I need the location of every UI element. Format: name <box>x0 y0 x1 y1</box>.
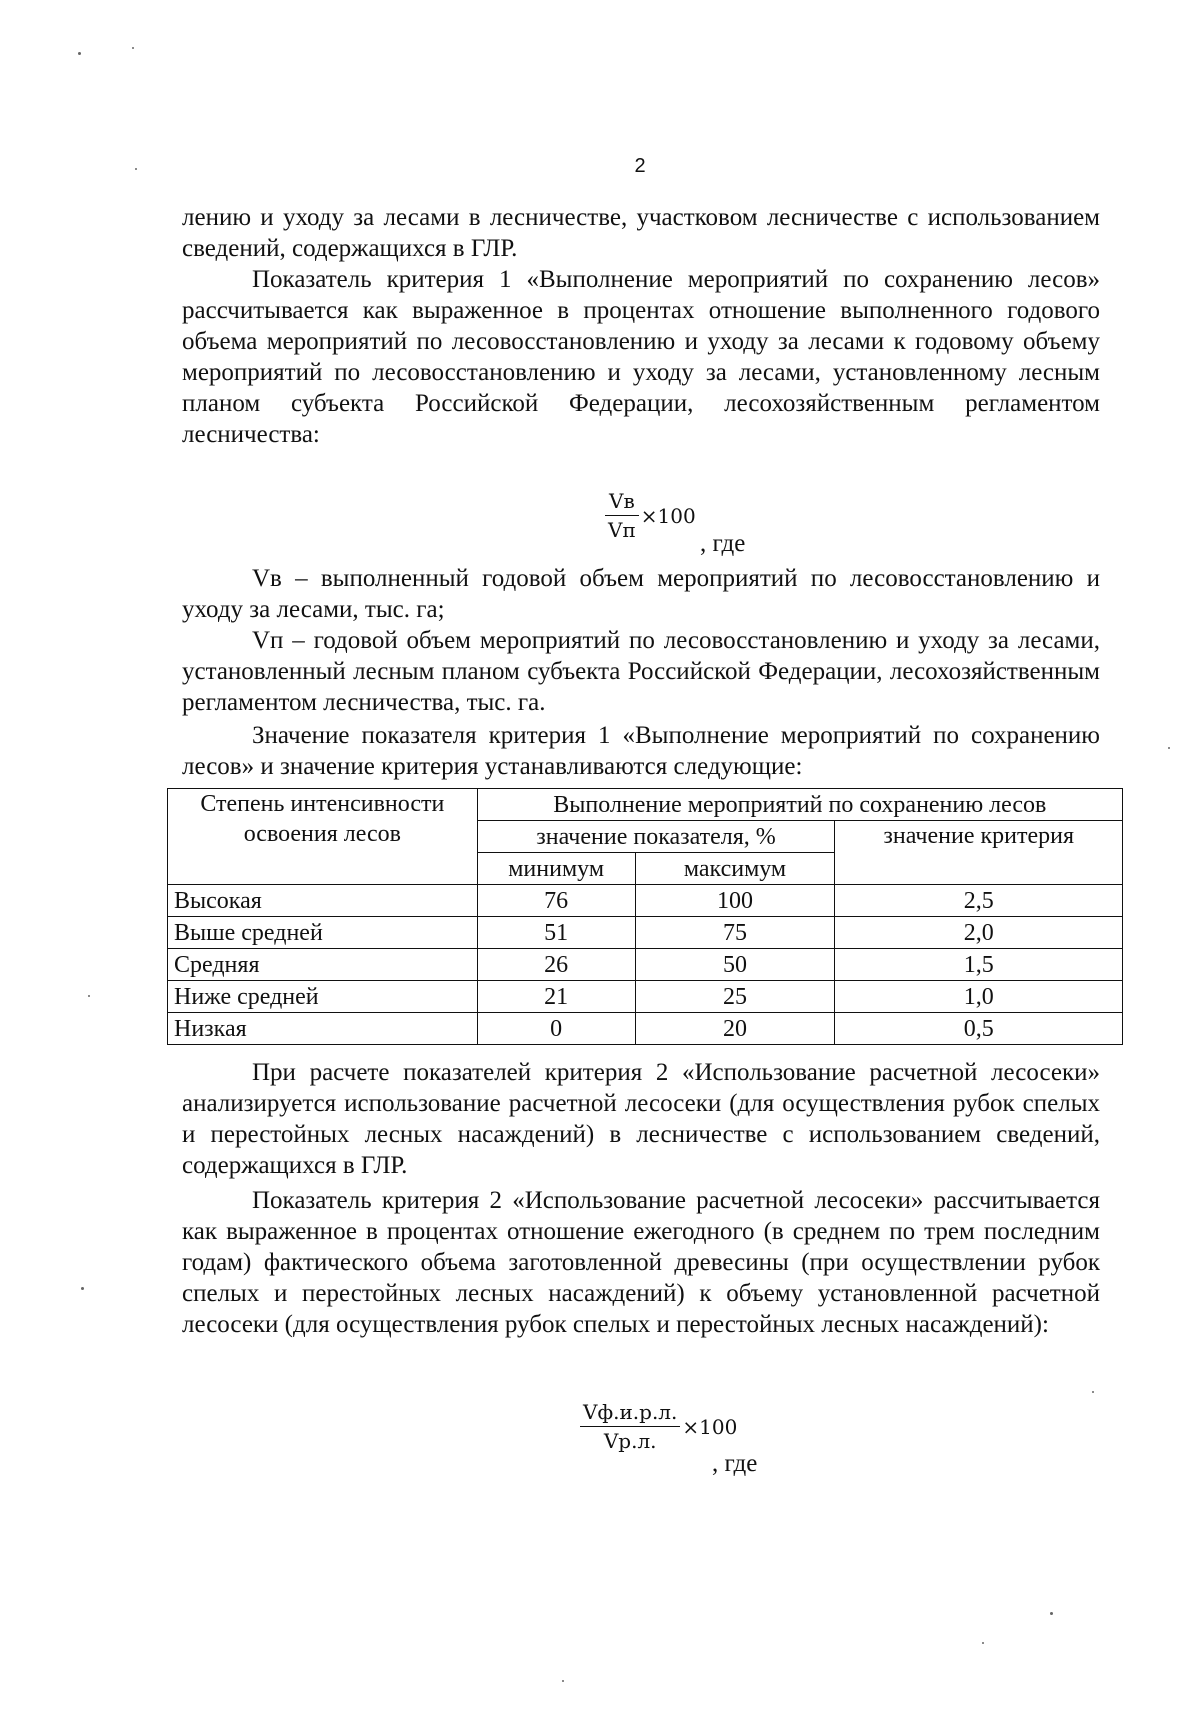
scan-speck <box>132 47 134 49</box>
header-degree: Степень интенсивности освоения лесов <box>168 789 478 885</box>
paragraph-vp-definition: Vп – годовой объем мероприятий по лесовосстановлению и уходу за лесами, установленный лесным планом субъекта Российской Федерации, лесохозяйственным регламентом лесничества, тыс. га. <box>182 627 1100 716</box>
cell-degree: Низкая <box>168 1013 478 1045</box>
header-min: минимум <box>477 853 635 885</box>
table-row <box>168 949 1123 981</box>
cell-criterion: 1,0 <box>835 981 1123 1013</box>
cell-max: 25 <box>635 981 835 1013</box>
scan-speck <box>78 52 81 55</box>
header-indicator: значение показателя, % <box>477 821 835 853</box>
scan-speck <box>88 995 90 997</box>
formula1-multiplier: ×100 <box>640 503 696 528</box>
formula2-multiplier: ×100 <box>682 1414 738 1439</box>
header-max: максимум <box>635 853 835 885</box>
cell-min: 76 <box>477 885 635 917</box>
table-row <box>168 885 1123 917</box>
scan-speck <box>562 1680 564 1682</box>
scan-speck <box>1050 1612 1053 1615</box>
cell-degree: Высокая <box>168 885 478 917</box>
cell-max: 20 <box>635 1013 835 1045</box>
scan-speck <box>982 1642 984 1644</box>
formula-criterion2 <box>580 1400 737 1453</box>
header-group: Выполнение мероприятий по сохранению лесов <box>477 789 1122 821</box>
paragraph-table-intro: Значение показателя критерия 1 «Выполнение мероприятий по сохранению лесов» и значение критерия устанавливаются следующие: <box>182 722 1100 780</box>
cell-criterion: 1,5 <box>835 949 1123 981</box>
paragraph-criterion2-definition: Показатель критерия 2 «Использование расчетной лесосеки» рассчитывается как выраженное в процентах отношение ежегодного (в среднем по трем последним годам) фактического объема заготовленной древесины (при осуществлении рубок спелых и перестойных лесных насаждений) к объему установленной расчетной лесосеки (для осуществления рубок спелых и перестойных лесных насаждений): <box>182 1187 1100 1338</box>
table-header-row-1 <box>168 789 1123 821</box>
cell-max: 75 <box>635 917 835 949</box>
scan-speck <box>1168 747 1170 749</box>
table-row <box>168 917 1123 949</box>
table-row <box>168 981 1123 1013</box>
scan-speck <box>81 1287 84 1290</box>
formula2-denominator: Vр.л. <box>603 1429 657 1453</box>
cell-degree: Средняя <box>168 949 478 981</box>
cell-min: 51 <box>477 917 635 949</box>
formula2-suffix: , где <box>712 1450 758 1477</box>
formula1-numerator: Vв <box>605 489 639 516</box>
formula2-numerator: Vф.и.р.л. <box>580 1400 680 1427</box>
page-number: 2 <box>634 155 646 177</box>
table-row <box>168 1013 1123 1045</box>
paragraph-vv-definition: Vв – выполненный годовой объем мероприятий по лесовосстановлению и уходу за лесами, тыс. га; <box>182 565 1100 623</box>
cell-criterion: 2,5 <box>835 885 1123 917</box>
cell-criterion: 0,5 <box>835 1013 1123 1045</box>
scan-speck <box>135 168 137 170</box>
formula1-denominator: Vп <box>608 518 636 542</box>
paragraph-criterion2-analysis: При расчете показателей критерия 2 «Использование расчетной лесосеки» анализируется использование расчетной лесосеки (для осуществления рубок спелых и перестойных лесных насаждений) в лесничестве с использованием сведений, содержащихся в ГЛР. <box>182 1059 1100 1179</box>
formula1-suffix: , где <box>700 530 746 557</box>
header-criterion: значение критерия <box>835 821 1123 885</box>
cell-max: 100 <box>635 885 835 917</box>
formula-criterion1 <box>605 489 696 542</box>
cell-degree: Выше средней <box>168 917 478 949</box>
paragraph-criterion1-definition: Показатель критерия 1 «Выполнение мероприятий по сохранению лесов» рассчитывается как выраженное в процентах отношение выполненного годового объема мероприятий по лесовосстановлению и уходу за лесами к годовому объему мероприятий по лесовосстановлению и уходу за лесами, установленному лесным планом субъекта Российской Федерации, лесохозяйственным регламентом лесничества: <box>182 266 1100 448</box>
paragraph-intro-continuation: лению и уходу за лесами в лесничестве, участковом лесничестве с использованием сведений, содержащихся в ГЛР. <box>182 204 1100 262</box>
criteria-table <box>167 788 1123 1045</box>
cell-criterion: 2,0 <box>835 917 1123 949</box>
cell-min: 21 <box>477 981 635 1013</box>
scan-speck <box>1092 1391 1094 1393</box>
cell-min: 0 <box>477 1013 635 1045</box>
cell-max: 50 <box>635 949 835 981</box>
cell-min: 26 <box>477 949 635 981</box>
cell-degree: Ниже средней <box>168 981 478 1013</box>
